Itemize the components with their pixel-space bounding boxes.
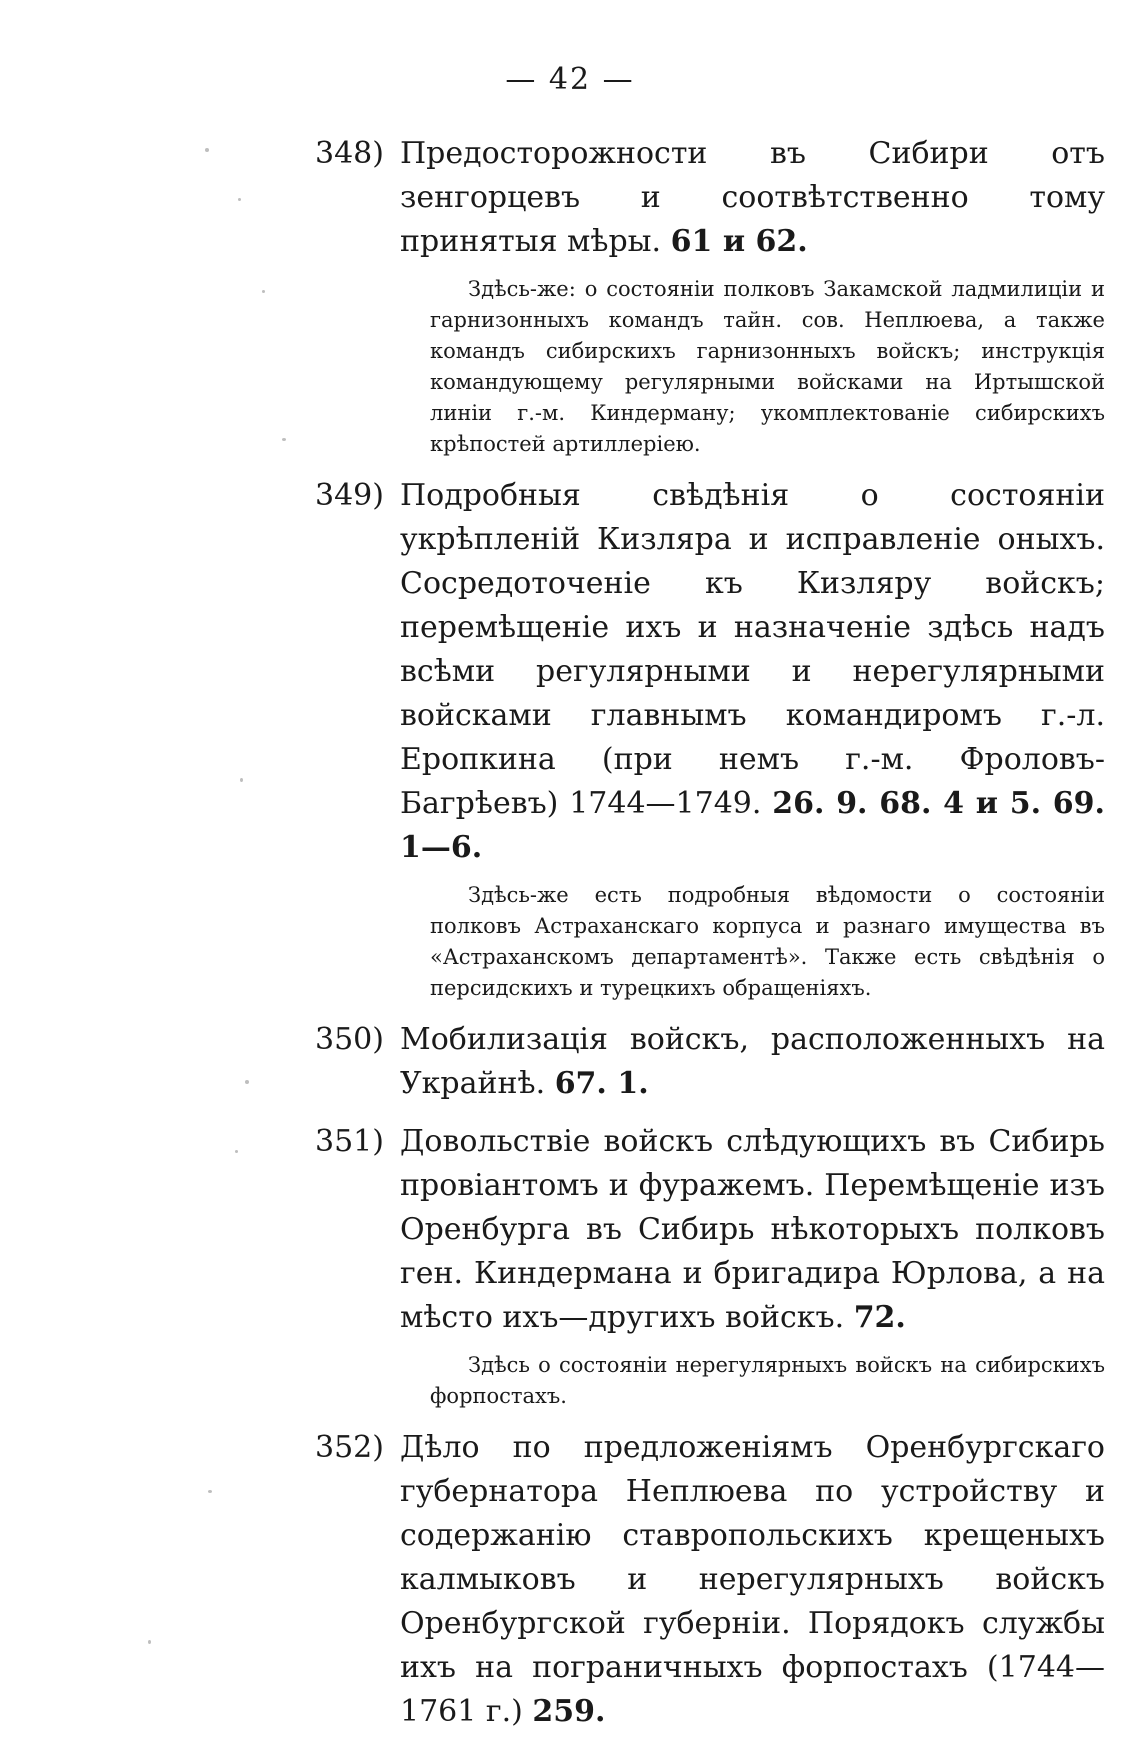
entry-references: 61 и 62. xyxy=(670,224,808,259)
entry-348 xyxy=(315,132,1105,460)
entry-main-text xyxy=(400,132,1105,264)
entry-references: 259. xyxy=(532,1694,606,1729)
margin-smudge xyxy=(238,198,241,201)
margin-smudge xyxy=(245,1080,249,1084)
entry-description: Дѣло по предложенiямъ Оренбургскаго губернатора Неплюева по устройству и содержанiю ставропольскихъ крещеныхъ калмыковъ и нерегулярныхъ войскъ Оренбургской губернiи. Порядокъ службы ихъ на пограничныхъ форпостахъ (1744—1761 г.) xyxy=(400,1430,1105,1729)
entry-main-text xyxy=(400,1426,1105,1734)
entry-number: 351) xyxy=(315,1124,384,1159)
margin-smudge xyxy=(240,778,243,782)
entry-references: 26. 9. 68. 4 и 5. 69. 1—6. xyxy=(400,786,1105,865)
entry-main-text xyxy=(400,1120,1105,1340)
entry-description: Мобилизацiя войскъ, расположенныхъ на Украйнѣ. xyxy=(400,1022,1105,1101)
entry-description: Предосторожности въ Сибири отъ зенгорцевъ и соотвѣтственно тому принятыя мѣры. xyxy=(400,136,1105,259)
margin-smudge xyxy=(282,438,286,441)
entry-references: 72. xyxy=(853,1300,906,1335)
entry-main-text xyxy=(400,474,1105,870)
entry-number: 349) xyxy=(315,478,384,513)
margin-smudge xyxy=(208,1490,212,1493)
margin-smudge xyxy=(262,290,265,293)
entry-number: 350) xyxy=(315,1022,384,1057)
margin-smudge xyxy=(148,1640,151,1644)
entry-note: Здѣсь-же есть подробныя вѣдомости о состоянiи полковъ Астраханскаго корпуса и разнаго имущества въ «Астраханскомъ департаментѣ». Также есть свѣдѣнiя о персидскихъ и турецкихъ обращенiяхъ. xyxy=(430,883,1105,1000)
margin-smudge xyxy=(205,148,209,152)
entry-number: 352) xyxy=(315,1430,384,1465)
entry-352 xyxy=(315,1426,1105,1734)
entry-351 xyxy=(315,1120,1105,1412)
entries-list xyxy=(315,132,1105,1734)
page-number: — 42 — xyxy=(505,62,635,97)
entry-note: Здѣсь о состоянiи нерегулярныхъ войскъ на сибирскихъ форпостахъ. xyxy=(430,1353,1105,1408)
entry-references: 67. 1. xyxy=(554,1066,649,1101)
entry-main-text xyxy=(400,1018,1105,1106)
entry-349 xyxy=(315,474,1105,1004)
entry-number: 348) xyxy=(315,136,384,171)
entry-description: Довольствiе войскъ слѣдующихъ въ Сибирь провiантомъ и фуражемъ. Перемѣщенiе изъ Оренбурга въ Сибирь нѣкоторыхъ полковъ ген. Киндермана и бригадира Юрлова, а на мѣсто ихъ—другихъ войскъ. xyxy=(400,1124,1105,1335)
margin-smudge xyxy=(235,1150,238,1153)
entry-description: Подробныя свѣдѣнiя о состоянiи укрѣпленiй Кизляра и исправленiе оныхъ. Сосредоточенiе къ Кизляру войскъ; перемѣщенiе ихъ и назначенiе здѣсь надъ всѣми регулярными и нерегулярными войсками главнымъ командиромъ г.-л. Еропкина (при немъ г.-м. Фроловъ-Багрѣевъ) 1744—1749. xyxy=(400,478,1105,821)
entry-note: Здѣсь-же: о состоянiи полковъ Закамской ладмилицiи и гарнизонныхъ командъ тайн. сов. Неплюева, а также командъ сибирскихъ гарнизонныхъ войскъ; инструкцiя командующему регулярными войсками на Иртышской линiи г.-м. Киндерману; укомплектованiе сибирскихъ крѣпостей артиллерiею. xyxy=(430,277,1105,456)
entry-350 xyxy=(315,1018,1105,1106)
